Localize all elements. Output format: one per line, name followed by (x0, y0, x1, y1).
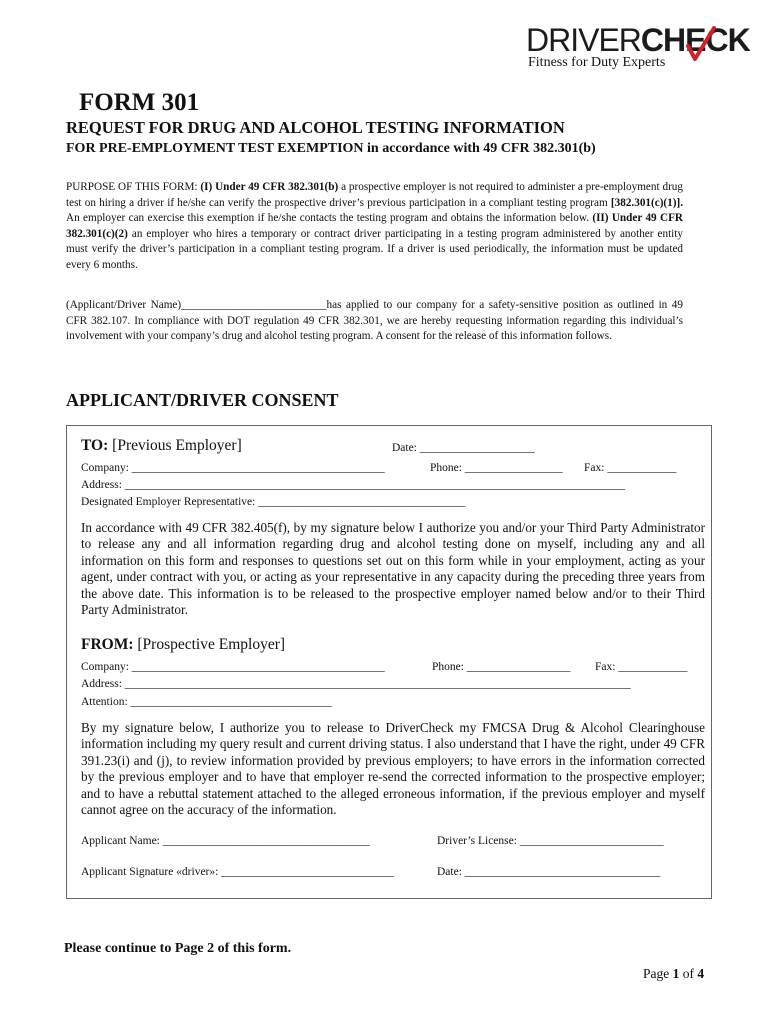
to-address-field[interactable]: Address: _______________________________________________________________________________________ (81, 479, 626, 491)
to-date-field[interactable]: Date: ____________________ (392, 442, 535, 454)
logo-tagline: Fitness for Duty Experts (528, 55, 666, 70)
purpose-text-2: An employer can exercise this exemption if he/she contacts the testing program and obtains the information below. (66, 212, 593, 225)
from-placeholder: [Prospective Employer] (133, 636, 286, 653)
section-heading: APPLICANT/DRIVER CONSENT (66, 390, 339, 410)
consent-paragraph: In accordance with 49 CFR 382.405(f), by my signature below I authorize you and/or your Third Party Administrator to release any and all information regarding drug and alcohol testing done on myself, including any and all information on this form and responses to questions set out on this form while in your employment, acting as your agent, under contract with you, or acting as your representative in any capacity during the preceding three years from the above date. This information is to be released to the prospective employer named below and/or to their Third Party Administrator. (81, 520, 705, 618)
sub-title: FOR PRE-EMPLOYMENT TEST EXEMPTION in accordance with 49 CFR 382.301(b) (66, 141, 596, 156)
page-middle: of (679, 966, 698, 981)
drivers-license-field[interactable]: Driver’s License: _________________________ (437, 835, 664, 847)
form-title: FORM 301 (79, 89, 200, 116)
logo-word-light: DRIVER (526, 22, 641, 58)
page-number (643, 966, 704, 982)
authorization-paragraph: By my signature below, I authorize you to release to DriverCheck my FMCSA Drug & Alcohol Clearinghouse information including my query result and current driving status. I also understand that I have the right, under 49 CFR 391.23(i) and (j), to review information provided by previous employers; to have errors in the information corrected by the previous employer and to have that employer re-send the corrected information to the prospective employer; and to have a rebuttal statement attached to the alleged erroneous information, if the previous employer and myself cannot agree on the accuracy of the information. (81, 720, 705, 818)
from-phone-field[interactable]: Phone: __________________ (432, 661, 571, 673)
purpose-bold-2: [382.301(c)(1)]. (610, 196, 683, 209)
to-heading (81, 437, 242, 455)
purpose-paragraph (66, 180, 683, 274)
to-fax-field[interactable]: Fax: ____________ (584, 462, 677, 474)
purpose-text-3: an employer who hires a temporary or contract driver participating in a testing program administered by another entity must verify the driver’s participation in a compliant testing program. If a driver is used periodically, the information must be updated every 6 months. (66, 227, 683, 271)
from-label: FROM: (81, 636, 134, 653)
drivercheck-logo (526, 22, 750, 70)
logo-word-bold: CHECK (640, 22, 750, 58)
page-prefix: Page (643, 966, 673, 981)
logo-wordmark (526, 22, 750, 58)
page-current: 1 (672, 966, 680, 981)
checkmark-icon (686, 26, 716, 62)
continue-note: Please continue to Page 2 of this form. (64, 941, 292, 956)
from-company-field[interactable]: Company: ____________________________________________ (81, 661, 385, 673)
purpose-bold-1: (I) Under 49 CFR 382.301(b) (200, 181, 339, 193)
applicant-name-field[interactable]: Applicant Name: ____________________________________ (81, 835, 370, 847)
to-company-field[interactable]: Company: ____________________________________________ (81, 462, 385, 474)
purpose-lead: PURPOSE OF THIS FORM: (66, 181, 201, 193)
from-fax-field[interactable]: Fax: ____________ (595, 661, 688, 673)
main-title: REQUEST FOR DRUG AND ALCOHOL TESTING INFORMATION (66, 118, 565, 137)
purpose-text-1: a prospective employer is not required to administer a pre-employment drug test on hiring a driver if he/she can verify the prospective driver’s previous participation in a compliant testing program (66, 181, 683, 209)
to-placeholder: [Previous Employer] (108, 437, 242, 454)
to-phone-field[interactable]: Phone: _________________ (430, 462, 563, 474)
from-address-field[interactable]: Address: ________________________________________________________________________________________ (81, 678, 631, 690)
purpose-bold-3: (II) Under 49 CFR 382.301(c)(2) (66, 212, 683, 240)
to-rep-field[interactable]: Designated Employer Representative: ____________________________________ (81, 496, 466, 508)
applicant-signature-field[interactable]: Applicant Signature «driver»: ______________________________ (81, 866, 394, 878)
page-total: 4 (697, 966, 705, 981)
signature-date-field[interactable]: Date: __________________________________ (437, 866, 661, 878)
from-attention-field[interactable]: Attention: ___________________________________ (81, 696, 332, 708)
from-heading (81, 636, 285, 654)
intro-paragraph: (Applicant/Driver Name)__________________________has applied to our company for a safety-sensitive position as outlined in 49 CFR 382.107. In compliance with DOT regulation 49 CFR 382.301, we are hereby requesting information regarding this individual’s involvement with your company’s drug and alcohol testing program. A consent for the release of this information follows. (66, 299, 683, 343)
to-label: TO: (81, 437, 109, 454)
